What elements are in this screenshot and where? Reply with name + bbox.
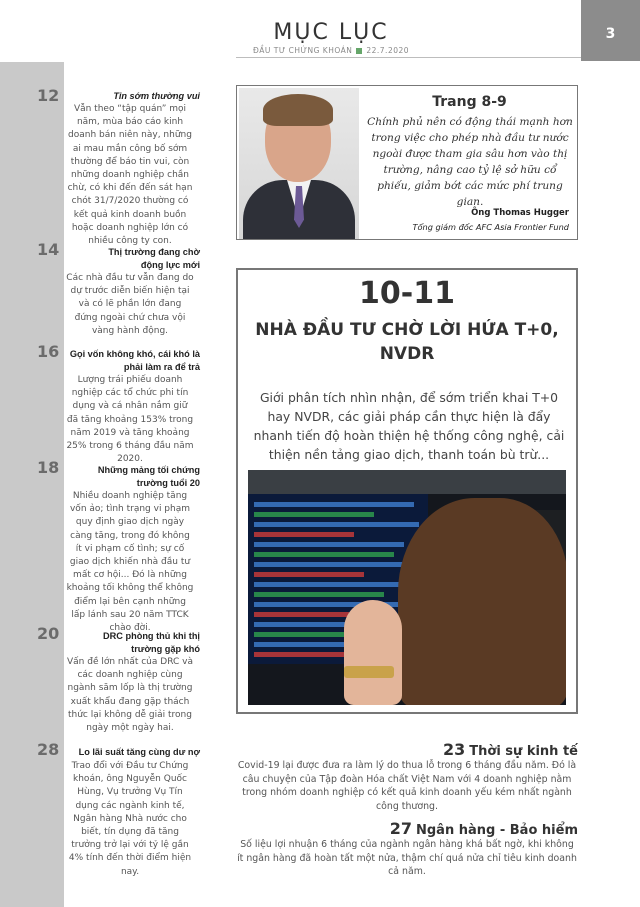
toc-entry-page: 14	[37, 240, 60, 259]
toc-entry-summary: Covid-19 lại được đưa ra làm lý do thua lỗ trong 6 tháng đầu năm. Đó là câu chuyện của Tập đoàn Hóa chất Việt Nam với 4 doanh nghiệp nằm trong nhóm doanh nghiệp có kết quả kinh doanh yếu kém nhất ngành công thương.	[237, 760, 577, 812]
quote-text: Chính phủ nên có động thái mạnh hơn trong việc cho phép nhà đầu tư nước ngoài được tham gia sâu hơn vào thị trường, nâng cao tỷ lệ sở hữu cổ phiếu, giảm bớt các mức phí trung gian.	[367, 116, 573, 208]
toc-entry-summary: Nhiều doanh nghiệp tăng vốn ảo; tình trạng vi phạm quy định giao dịch ngày càng tăng, trong đó không ít vi phạm cố tình; sự cố giao dịch khiến nhà đầu tư mất cơ hội... Đó là những khoảng tối không thể không điểm lại bên cạnh những lấp lánh sau 20 năm TTCK chào đời.	[66, 491, 194, 634]
toc-entry-summary: Số liệu lợi nhuận 6 tháng của ngành ngân hàng khá bất ngờ, khi không ít ngân hàng đã hoàn tất một nửa, thậm chí quá nửa chỉ tiêu kinh doanh cả năm.	[237, 839, 577, 877]
quote-card[interactable]	[236, 85, 578, 240]
issue-date: 22.7.2020	[366, 46, 410, 55]
toc-entry-title: Lo lãi suất tăng cùng dư nợ	[78, 747, 200, 757]
toc-entry-title: DRC phòng thủ khi thị trường gặp khó	[103, 631, 200, 654]
feature-photo	[248, 470, 566, 705]
watch-shape	[344, 666, 394, 678]
quote-author-role: Tổng giám đốc AFC Asia Frontier Fund	[412, 222, 569, 232]
toc-entry-page: 20	[37, 624, 60, 643]
toc-entry-page: 27	[389, 819, 412, 838]
feature-title: NHÀ ĐẦU TƯ CHỜ LỜI HỨA T+0, NVDR	[255, 320, 559, 364]
page-title: MỤC LỤC	[273, 20, 389, 45]
publication-line	[236, 46, 426, 55]
toc-entry-page: 18	[37, 458, 60, 477]
toc-bottom-entry-heading[interactable]	[390, 819, 578, 838]
toc-entry-title: Những mảng tối chứng trường tuổi 20	[97, 465, 200, 488]
toc-entry-summary: Các nhà đầu tư vẫn đang do dự trước diễn biến hiện tại và có lẽ phần lớn đang đứng ngoài chứ chưa vội vàng hành động.	[66, 273, 194, 336]
portrait-photo	[239, 88, 359, 239]
sidebar-strip	[0, 62, 64, 907]
toc-entry-page: 12	[37, 86, 60, 105]
feature-pages: 10-11	[359, 276, 455, 311]
hair-shape	[263, 94, 333, 126]
toc-entry-title: Tin sớm thường vui	[113, 91, 200, 101]
quote-author-name: Ông Thomas Hugger	[471, 208, 569, 218]
toc-entry-title: Thời sự kinh tế	[469, 744, 578, 759]
toc-entry-summary: Trao đổi với Đầu tư Chứng khoán, ông Nguyễn Quốc Hùng, Vụ trưởng Vụ Tín dụng các ngành kinh tế, Ngân hàng Nhà nước cho biết, tín dụng đã tăng trưởng trở lại với tỷ lệ gần 4% tính đến thời điểm hiện nay.	[68, 761, 192, 877]
arm-shape	[344, 600, 402, 705]
feature-summary: Giới phân tích nhìn nhận, để sớm triển khai T+0 hay NVDR, các giải pháp cần thực hiện là đẩy nhanh tiến độ hoàn thiện hệ thống công nghệ, cải thiện nền tảng giao dịch, thanh toán bù trừ...	[253, 390, 565, 462]
feature-card[interactable]	[236, 268, 578, 714]
toc-entry-title: Ngân hàng - Bảo hiểm	[416, 823, 578, 838]
background-wall	[248, 470, 566, 494]
toc-entry-page: 16	[37, 342, 60, 361]
toc-entry-summary: Lượng trái phiếu doanh nghiệp các tổ chức phi tín dụng và cá nhân nắm giữ đã tăng khoảng 153% trong năm 2019 và tăng khoảng 25% trong 6 tháng đầu năm 2020.	[66, 375, 194, 465]
publication-name: ĐẦU TƯ CHỨNG KHOÁN	[252, 46, 353, 55]
toc-entry-summary: Vấn đề lớn nhất của DRC và các doanh nghiệp cùng ngành săm lốp là thị trường xuất khẩu đang gặp thách thức lại không dễ giải trong ngày một ngày hai.	[67, 657, 193, 734]
toc-entry-page: 23	[443, 740, 466, 759]
separator-square-icon	[356, 48, 362, 54]
page-number: 3	[581, 0, 640, 61]
hair-shape	[398, 498, 566, 705]
toc-entry-title: Thị trường đang chờ động lực mới	[108, 247, 200, 270]
header-divider	[236, 57, 581, 58]
quote-page-ref: Trang 8-9	[432, 94, 507, 110]
toc-entry-summary: Vẫn theo “tập quán” mọi năm, mùa báo cáo kinh doanh bán niên này, những ai mau mắn công bố sớm thường để báo tin vui, còn những doanh nghiệp chần chừ, có khi đến đến sát hạn chót 31/7/2020 thường có kết quả kinh doanh buồn hoặc doanh nghiệp lớn có nhiều công ty con.	[67, 104, 193, 247]
toc-entry-title: Gọi vốn không khó, cái khó là phải làm ra để trả	[69, 349, 200, 372]
toc-bottom-entry-heading[interactable]	[443, 740, 578, 759]
toc-entry-page: 28	[37, 740, 60, 759]
